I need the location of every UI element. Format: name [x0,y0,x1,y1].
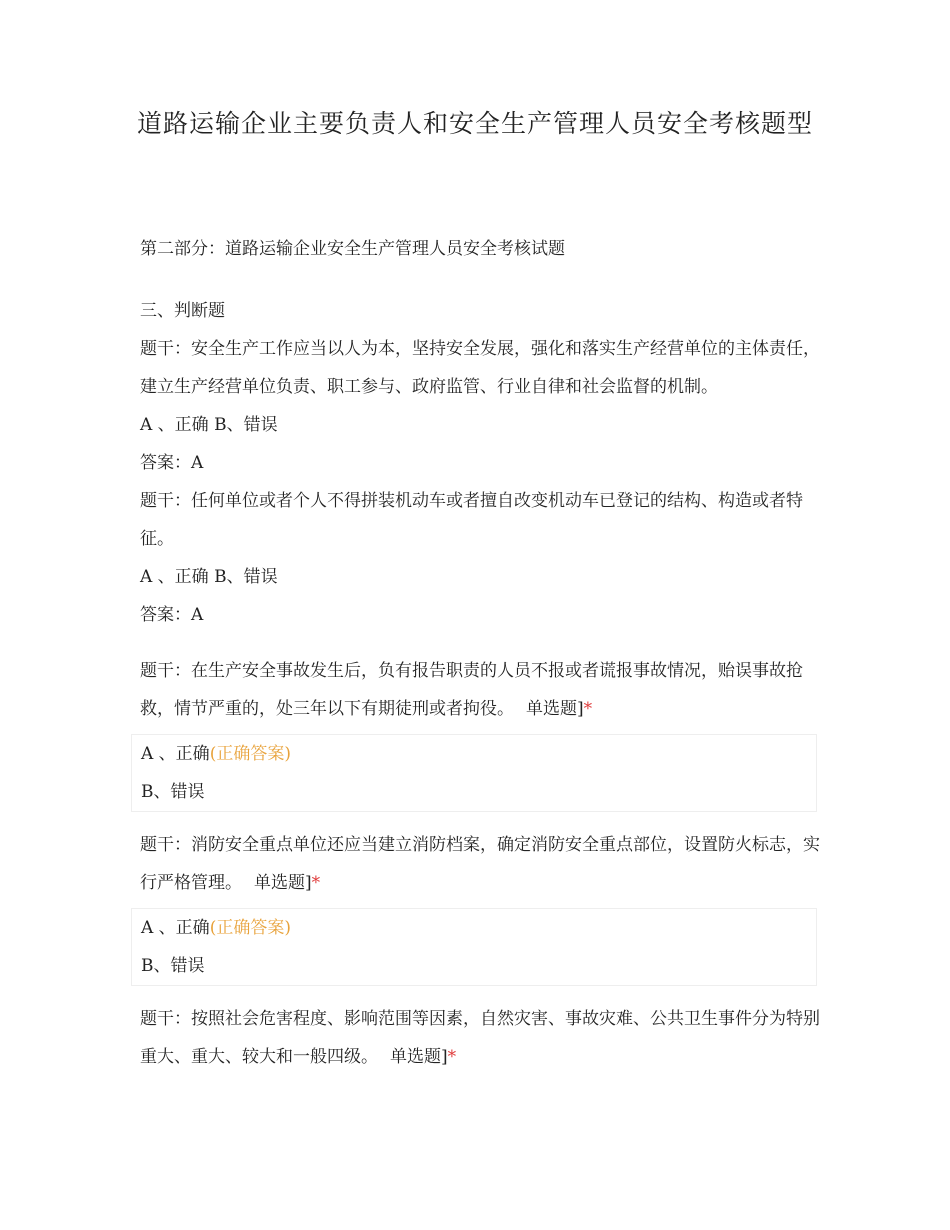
question-type-tag: 单选题] [254,873,312,893]
question-options: A 、正确 B、错误 [140,567,278,587]
question-stem: 题干：安全生产工作应当以人为本，坚持安全发展，强化和落实生产经营单位的主体责任，建立生产经营单位负责、职工参与、政府监管、行业自律和社会监督的机制。 [140,339,820,397]
question-stem: 题干：消防安全重点单位还应当建立消防档案，确定消防安全重点部位，设置防火标志，实行严格管理。 [140,835,820,893]
options-box [131,908,817,986]
question-item [140,652,820,812]
question-stem: 题干：任何单位或者个人不得拼装机动车或者擅自改变机动车已登记的结构、构造或者特征。 [140,491,803,549]
question-item [140,482,820,634]
question-stem-block [140,826,820,902]
question-type-tag: 单选题] [390,1047,448,1067]
question-item [140,330,820,482]
option-b[interactable] [141,773,816,811]
section-heading: 三、判断题 [140,301,225,321]
option-a[interactable] [141,909,816,947]
option-b-label: B、错误 [141,782,205,802]
question-item [140,1000,820,1076]
question-stem-block [140,652,820,728]
options-box [131,734,817,812]
required-star: * [311,873,321,893]
correct-answer-mark: (正确答案) [209,918,291,938]
option-b[interactable] [141,947,816,985]
question-stem: 题干：按照社会危害程度、影响范围等因素，自然灾害、事故灾难、公共卫生事件分为特别重大、重大、较大和一般四级。 [140,1009,820,1067]
option-a-label: A 、正确 [141,918,210,938]
option-a[interactable] [141,735,816,773]
document-body [140,230,820,1076]
question-stem-block [140,1000,820,1076]
part-heading: 第二部分：道路运输企业安全生产管理人员安全考核试题 [140,239,565,259]
question-type-tag: 单选题] [526,699,584,719]
option-a-label: A 、正确 [141,744,210,764]
question-answer: 答案：A [140,453,204,473]
question-item [140,826,820,986]
question-stem: 题干：在生产安全事故发生后，负有报告职责的人员不报或者谎报事故情况，贻误事故抢救，情节严重的，处三年以下有期徒刑或者拘役。 [140,661,803,719]
document-title: 道路运输企业主要负责人和安全生产管理人员安全考核题型 [136,109,813,138]
question-options: A 、正确 B、错误 [140,415,278,435]
question-answer: 答案：A [140,605,204,625]
option-b-label: B、错误 [141,956,205,976]
required-star: * [447,1047,457,1067]
correct-answer-mark: (正确答案) [209,744,291,764]
required-star: * [583,699,593,719]
